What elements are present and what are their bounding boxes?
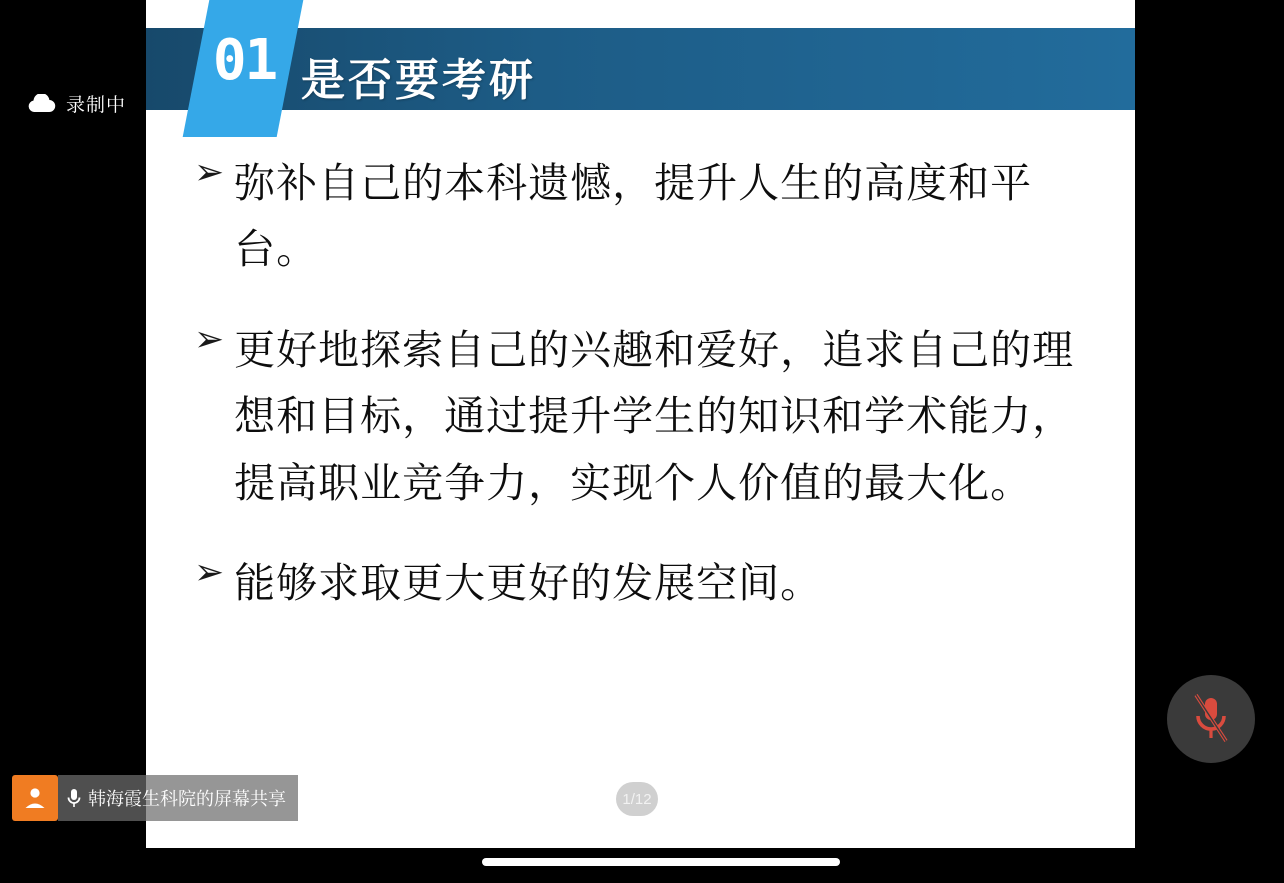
list-item [194, 150, 1087, 283]
recording-indicator [26, 90, 126, 117]
presenter-label-wrap [58, 775, 298, 821]
left-letterbox [0, 0, 146, 883]
slide-title: 是否要考研 [301, 55, 536, 106]
presenter-name-text: 韩海霞生科院的屏幕共享 [88, 789, 286, 809]
bullet-arrow-icon: ➢ [194, 318, 225, 360]
slide-body [146, 150, 1135, 650]
presenter-share-banner [12, 775, 298, 821]
slide-number-badge [183, 0, 304, 137]
bullet-text: 能够求取更大更好的发展空间。 [234, 559, 823, 608]
home-indicator[interactable] [482, 858, 840, 866]
person-icon [12, 775, 58, 821]
microphone-muted-icon[interactable] [1167, 675, 1255, 763]
slide-number-text: 01 [212, 28, 277, 93]
cloud-icon [26, 94, 56, 114]
bullet-arrow-icon: ➢ [194, 552, 225, 594]
page-indicator: 1/12 [616, 782, 658, 816]
microphone-icon [66, 787, 82, 809]
list-item [194, 550, 1087, 616]
list-item [194, 317, 1087, 516]
bullet-arrow-icon: ➢ [194, 152, 225, 193]
shared-screen-content[interactable] [146, 0, 1135, 848]
bullet-text: 弥补自己的本科遗憾，提升人生的高度和平台。 [234, 159, 1033, 274]
bullet-text: 更好地探索自己的兴趣和爱好，追求自己的理想和目标，通过提升学生的知识和学术能力，提高职业竞争力，实现个人价值的最大化。 [234, 325, 1075, 507]
recording-label: 录制中 [66, 95, 127, 116]
